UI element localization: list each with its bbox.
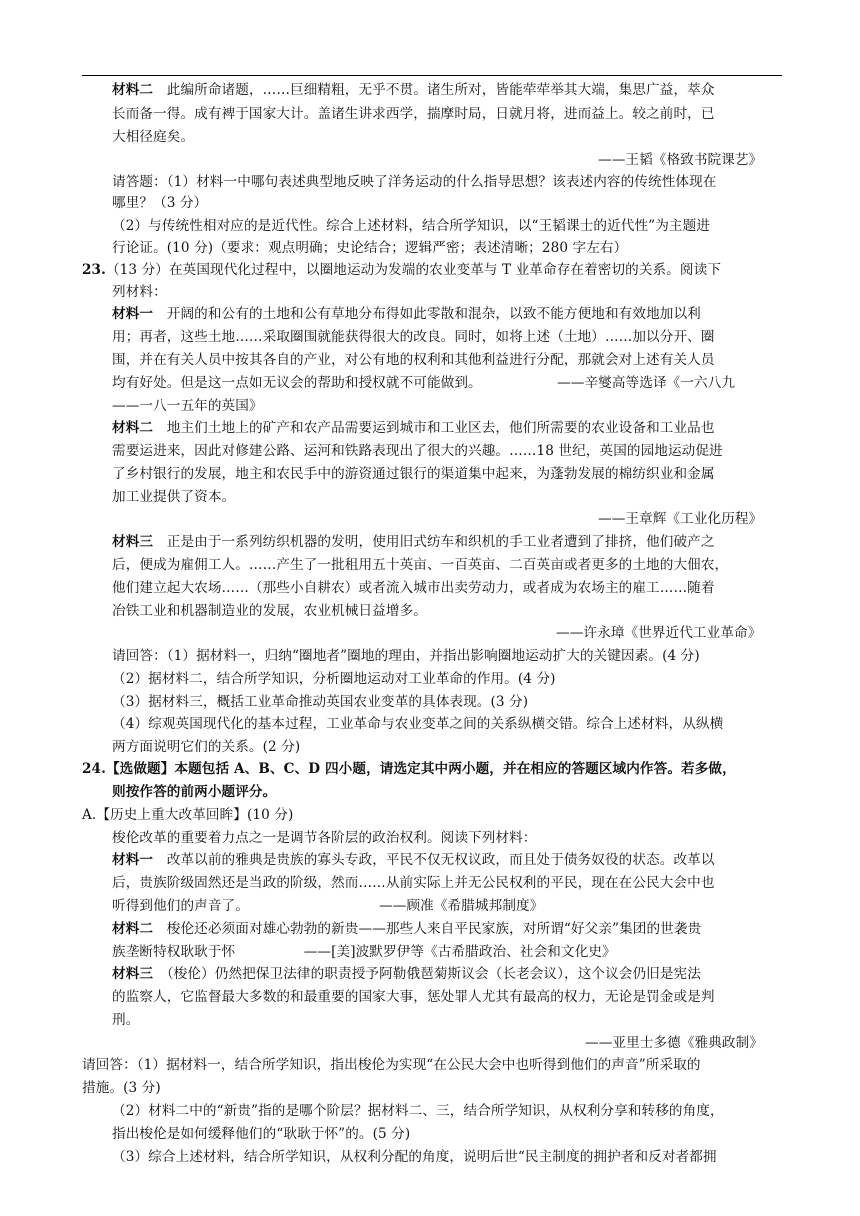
text-line-l3: [112, 127, 194, 147]
text-line-l8: [112, 238, 627, 258]
text-line-l31: [82, 759, 736, 779]
line-text: 围，并在有关人员中按其各自的产业，对公有地的权利和其他利益进行分配，那就会对上述有关人员: [112, 352, 715, 368]
line-text: 请回答：（1）据材料一，结合所学知识，指出梭伦为实现“在公民大会中也听得到他们的声音”所采取的: [82, 1057, 701, 1073]
line-text: 冶铁工业和机器制造业的发展，农业机械日益增多。: [112, 603, 427, 619]
bold-label: 材料三: [112, 966, 154, 982]
bold-label: 材料一: [112, 852, 154, 868]
text-line-l7: [112, 216, 710, 236]
line-text: 措施。(3 分): [82, 1080, 161, 1096]
line-text: 开阔的和公有的土地和公有草地分布得如此零散和混杂，以致不能方便地和有效地加以利: [153, 306, 701, 322]
text-line-l4: [598, 150, 762, 170]
bold-label: 材料一: [112, 306, 154, 322]
text-line-l48: [112, 1147, 717, 1167]
text-line-l14: [112, 373, 735, 393]
text-line-l24: [112, 601, 427, 621]
line-text: 哪里？（3 分）: [112, 195, 208, 211]
line-text: 族垄断特权耿耿于怀 ——[美]波默罗伊等《古希腊政治、社会和文化史》: [112, 944, 616, 960]
text-line-l25: [556, 623, 761, 643]
text-line-l17: [112, 441, 723, 461]
line-text: （梭伦）仍然把保卫法律的职责授予阿勒俄琶菊斯议会（长老会议），这个议会仍旧是宪法: [153, 966, 701, 982]
text-line-l42: [112, 1010, 139, 1030]
bold-label: 23.: [82, 262, 106, 278]
text-line-l21: [112, 532, 715, 552]
line-text: （4）综观英国现代化的基本过程，工业革命与农业变革之间的关系纵横交错。综合上述材料，从纵横: [112, 716, 724, 732]
text-line-l26: [112, 646, 700, 666]
line-text: 此编所命诸题，……巨细精粗，无乎不贯。诸生所对，皆能荦荦举其大端，集思广益，萃众: [153, 82, 715, 98]
text-line-l19: [112, 487, 235, 507]
text-line-l45: [82, 1078, 161, 1098]
text-line-l16: [112, 418, 715, 438]
line-text: 大相径庭矣。: [112, 129, 195, 145]
line-text: 两方面说明它们的关系。(2 分): [112, 739, 301, 755]
line-text: 均有好处。但是这一点如无议会的帮助和授权就不可能做到。 ——辛燮高等选译《一六八九: [112, 375, 736, 391]
line-text: 需要运进来，因此对修建公路、运河和铁路表现出了很大的兴趣。……18 世纪，英国的园地运动促进: [112, 443, 723, 459]
text-line-l6: [112, 193, 207, 213]
line-text: （2）与传统性相对应的是近代性。综合上述材料，结合所学知识，以“王韬课士的近代性”为主题进: [112, 218, 710, 234]
text-line-l18: [112, 464, 715, 484]
line-text: （13 分）在英国现代化过程中，以圈地运动为发端的农业变革与 T 业革命存在着密切的关系。阅读下: [105, 262, 722, 278]
line-text: （3）据材料三，概括工业革命推动英国农业变革的具体表现。(3 分): [112, 694, 529, 710]
text-line-l33: [82, 805, 293, 825]
text-line-l27: [112, 669, 556, 689]
line-text: 梭伦还必须面对雄心勃勃的新贵——那些人来自平民家族，对所谓“好父亲”集团的世袭贵: [153, 921, 702, 937]
bold-label: 则按作答的前两小题评分。: [112, 784, 277, 800]
text-line-l47: [112, 1124, 410, 1144]
text-line-l23: [112, 578, 715, 598]
text-line-l32: [112, 782, 276, 802]
line-text: A.【历史上重大改革回眸】(10 分): [82, 807, 294, 823]
line-text: 用；再者，这些土地……采取圈围就能获得很大的改良。同时，如将上述（土地）……加以分开、圈: [112, 329, 715, 345]
text-line-l30: [112, 737, 300, 757]
line-text: 梭伦改革的重要着力点之一是调节各阶层的政治权利。阅读下列材料：: [112, 830, 537, 846]
line-text: 列材料：: [112, 284, 167, 300]
line-text: 指出梭伦是如何缓释他们的“耿耿于怀”的。(5 分): [112, 1126, 411, 1142]
bold-label: 材料二: [112, 420, 154, 436]
bold-label: 材料三: [112, 534, 154, 550]
bold-label: 24.【选做题】本题包括 A、B、C、D 四小题，请选定其中两小题，并在相应的答题区域内作答。若多做，: [82, 761, 736, 777]
line-text: 他们建立起大农场……（那些小自耕农）或者流入城市出卖劳动力，或者成为农场主的雇工……随着: [112, 580, 715, 596]
text-line-l10: [112, 282, 167, 302]
text-line-l2: [112, 104, 715, 124]
line-text: 刑。: [112, 1012, 140, 1028]
line-text: 后，贵族阶级固然还是当政的阶级，然而……从前实际上并无公民权利的平民，现在在公民大会中也: [112, 875, 715, 891]
text-line-l43: [585, 1033, 763, 1053]
text-line-l46: [112, 1101, 724, 1121]
line-text: ——王韬《格致书院课艺》: [598, 152, 763, 168]
text-line-l39: [112, 942, 616, 962]
line-text: 地主们土地上的矿产和农产品需要运到城市和工业区去，他们所需要的农业设备和工业品也: [153, 420, 715, 436]
line-text: （2）据材料二，结合所学知识，分析圈地运动对工业革命的作用。(4 分): [112, 671, 556, 687]
text-line-l36: [112, 873, 715, 893]
line-text: 行论证。(10 分)（要求：观点明确；史论结合；逻辑严密；表述清晰；280 字左右）: [112, 240, 628, 256]
text-line-l35: [112, 850, 715, 870]
text-line-l12: [112, 327, 715, 347]
text-line-l1: [112, 80, 715, 100]
line-text: ——许永璋《世界近代工业革命》: [556, 625, 762, 641]
text-line-l9: [82, 260, 721, 280]
line-text: ——王章辉《工业化历程》: [598, 511, 763, 527]
text-line-l37: [112, 896, 543, 916]
line-text: 加工业提供了资本。: [112, 489, 236, 505]
text-line-l29: [112, 714, 723, 734]
bold-label: 材料二: [112, 921, 154, 937]
text-line-l15: [112, 396, 263, 416]
text-line-l40: [112, 964, 701, 984]
line-text: 正是由于一系列纺织机器的发明，使用旧式纺车和织机的手工业者遭到了排挤，他们破产之: [153, 534, 715, 550]
line-text: 了乡村银行的发展，地主和农民手中的游资通过银行的渠道集中起来，为蓬勃发展的棉纺织业和金属: [112, 466, 715, 482]
text-line-l28: [112, 692, 528, 712]
line-text: ——一八一五年的英国》: [112, 398, 263, 414]
text-line-l34: [112, 828, 537, 848]
text-line-l38: [112, 919, 701, 939]
line-text: （3）综合上述材料，结合所学知识，从权利分配的角度，说明后世“民主制度的拥护者和反对者都拥: [112, 1149, 717, 1165]
line-text: ——亚里士多德《雅典政制》: [585, 1035, 764, 1051]
line-text: 后，便成为雇佣工人。……产生了一批租用五十英亩、一百英亩、二百英亩或者更多的土地的大佃农，: [112, 557, 729, 573]
text-line-l44: [82, 1055, 701, 1075]
bold-label: 材料二: [112, 82, 154, 98]
line-text: （2）材料二中的“新贵”指的是哪个阶层？据材料二、三，结合所学知识，从权利分享和转移的角度，: [112, 1103, 724, 1119]
line-text: 请答题：（1）材料一中哪句表述典型地反映了洋务运动的什么指导思想？该表述内容的传统性体现在: [112, 174, 717, 190]
text-line-l41: [112, 987, 715, 1007]
text-line-l5: [112, 172, 716, 192]
text-line-l11: [112, 304, 701, 324]
line-text: 的监察人，它监督最大多数的和最重要的国家大事，惩处罪人尤其有最高的权力，无论是罚金或是判: [112, 989, 715, 1005]
text-line-l20: [598, 509, 762, 529]
line-text: 长而备一得。成有裨于国家大计。盖诸生讲求西学，揣摩时局，日就月将，进而益上。较之前时，已: [112, 106, 715, 122]
header-rule: [82, 75, 782, 76]
text-line-l22: [112, 555, 728, 575]
line-text: 改革以前的雅典是贵族的寡头专政，平民不仅无权议政，而且处于债务奴役的状态。改革以: [153, 852, 715, 868]
text-line-l13: [112, 350, 715, 370]
line-text: 请回答：（1）据材料一，归纳“圈地者”圈地的理由，并指出影响圈地运动扩大的关键因素。(4 分): [112, 648, 700, 664]
line-text: 听得到他们的声音了。 ——顾准《希腊城邦制度》: [112, 898, 544, 914]
